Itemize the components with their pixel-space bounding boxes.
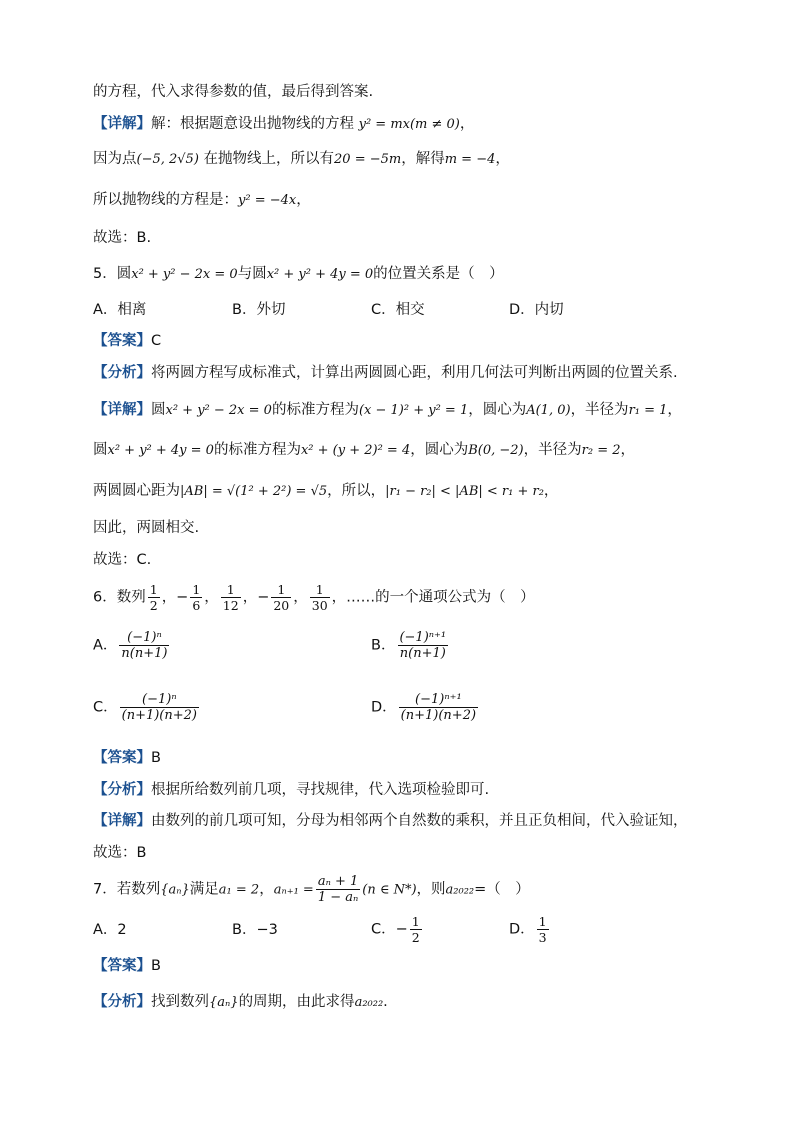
option-a	[93, 630, 171, 661]
option-d: D．内切	[509, 302, 564, 318]
fraction	[316, 874, 360, 905]
text: 满足	[189, 881, 219, 898]
math-expression: (−5, 2√5)	[136, 152, 199, 167]
option-label: D．	[509, 921, 535, 938]
option-a: A．相离	[93, 302, 147, 318]
math-expression: x² + y² − 2x = 0	[131, 267, 238, 282]
analysis-tag: 【分析】	[93, 782, 151, 798]
text: 两圆圆心距为	[93, 483, 180, 499]
denominator: n(n+1)	[399, 646, 446, 661]
text-line: 的方程，代入求得参数的值，最后得到答案.	[93, 84, 374, 100]
denominator: 12	[222, 598, 239, 613]
text: .	[383, 994, 388, 1010]
text-line: 因此，两圆相交.	[93, 520, 200, 536]
numerator: (−1)ⁿ⁺¹	[399, 630, 447, 645]
option-c: C．相交	[371, 302, 425, 318]
option-label: B．	[371, 637, 396, 654]
math-expression: (n ∈ N*)	[362, 882, 417, 898]
text-line: 故选：C.	[93, 552, 152, 568]
denominator: (n+1)(n+2)	[121, 708, 197, 723]
fraction	[120, 692, 199, 723]
numerator: 1	[226, 582, 235, 597]
text: 将两圆方程写成标准式，计算出两圆圆心距，利用几何法可判断出两圆的位置关系.	[151, 365, 678, 381]
analysis-line	[93, 363, 678, 383]
fraction	[310, 582, 330, 613]
text-line	[93, 481, 558, 502]
text: ，圆心为	[410, 442, 469, 458]
math-expression: x² + (y + 2)² = 4	[300, 443, 411, 458]
text: ，解得	[401, 151, 445, 167]
option-label: C．	[93, 699, 118, 716]
text: ，	[667, 402, 682, 418]
analysis-line	[93, 780, 489, 800]
text: 由数列的前几项可知，分母为相邻两个自然数的乘积，并且正负相间，代入验证知，	[151, 813, 688, 829]
text: 解：根据题意设出抛物线的方程	[151, 116, 354, 132]
denominator: 30	[311, 598, 328, 613]
text: ，则	[416, 881, 446, 898]
math-expression: x² + y² − 2x = 0	[165, 403, 272, 418]
question-5	[93, 264, 504, 285]
option-c	[371, 914, 424, 945]
math-expression: aₙ₊₁ =	[273, 882, 314, 898]
text: 所以抛物线的方程是：	[93, 192, 238, 208]
denominator: 2	[411, 930, 420, 945]
text: 在抛物线上，所以有	[203, 151, 335, 167]
numerator: (−1)ⁿ⁺¹	[415, 692, 462, 707]
text: 圆	[151, 402, 166, 418]
fraction	[271, 582, 291, 613]
answer-value: B	[151, 750, 161, 766]
detail-tag: 【详解】	[93, 813, 151, 829]
math-expression: a₂₀₂₂	[445, 882, 475, 898]
math-expression: a₁ = 2	[218, 882, 260, 898]
option-label: C．−	[371, 921, 408, 938]
text: ，圆心为	[468, 402, 527, 418]
numerator: 1	[315, 582, 324, 597]
text-line: 故选：B	[93, 845, 147, 861]
numerator: aₙ + 1	[317, 874, 359, 889]
text: ，半径为	[570, 402, 629, 418]
text: 的周期，由此求得	[238, 994, 355, 1010]
analysis-tag: 【分析】	[93, 994, 151, 1010]
text: ，−	[161, 589, 189, 606]
answer-value: B	[151, 958, 161, 974]
question-number: 6．数列	[93, 589, 146, 606]
option-b	[371, 630, 450, 661]
question-number: 5．圆	[93, 266, 132, 282]
text: 找到数列	[151, 994, 209, 1010]
denominator: 20	[273, 598, 290, 613]
detail-line	[93, 400, 682, 421]
fraction	[397, 630, 448, 661]
numerator: 1	[149, 582, 158, 597]
denominator: 1 − aₙ	[317, 890, 359, 905]
question-6	[93, 582, 535, 613]
math-expression: a₂₀₂₂	[354, 995, 384, 1010]
answer-tag: 【答案】	[93, 958, 151, 974]
math-expression: (x − 1)² + y² = 1	[358, 403, 469, 418]
math-expression: {aₙ}	[209, 995, 239, 1010]
numerator: (−1)ⁿ	[127, 630, 162, 645]
math-expression: 20 = −5m	[334, 152, 402, 167]
detail-tag: 【详解】	[93, 402, 151, 418]
option-d	[371, 692, 480, 723]
fraction	[148, 582, 160, 613]
text: 的标准方程为	[213, 442, 301, 458]
text: ，	[204, 589, 219, 606]
text: ，半径为	[523, 442, 582, 458]
denominator: n(n+1)	[121, 646, 168, 661]
text-line	[93, 149, 510, 170]
text: 的位置关系是（ ）	[373, 266, 504, 282]
option-label: A．	[93, 637, 118, 654]
text: 与圆	[237, 266, 267, 282]
text: 的标准方程为	[271, 402, 359, 418]
denominator: 3	[538, 930, 547, 945]
option-d	[509, 914, 551, 945]
answer-line	[93, 956, 161, 976]
text-line	[93, 190, 311, 211]
detail-tag: 【详解】	[93, 116, 151, 132]
option-c	[93, 692, 201, 723]
text: ，	[296, 192, 311, 208]
numerator: 1	[538, 914, 547, 929]
math-expression: A(1, 0)	[526, 403, 571, 418]
text: ，……的一个通项公式为（ ）	[331, 589, 535, 606]
analysis-tag: 【分析】	[93, 365, 151, 381]
answer-line	[93, 331, 161, 351]
analysis-line	[93, 992, 388, 1013]
question-7	[93, 874, 530, 906]
numerator: (−1)ⁿ	[142, 692, 177, 707]
text: ，	[620, 442, 635, 458]
answer-line	[93, 748, 161, 768]
option-a: A．2	[93, 922, 127, 938]
fraction	[399, 692, 478, 723]
text: =（ ）	[474, 881, 530, 898]
text: ，	[459, 116, 475, 132]
fraction	[410, 914, 422, 945]
answer-value: C	[151, 333, 162, 349]
math-expression: m = −4	[444, 152, 496, 167]
option-label: D．	[371, 699, 397, 716]
fraction	[119, 630, 169, 661]
math-expression: |AB| = √(1² + 2²) = √5	[180, 484, 328, 499]
math-expression: {aₙ}	[160, 882, 190, 898]
fraction	[221, 582, 241, 613]
text: 因为点	[93, 151, 137, 167]
math-expression: x² + y² + 4y = 0	[107, 443, 214, 458]
text-line	[93, 440, 635, 461]
denominator: 6	[192, 598, 201, 613]
math-expression: r₁ = 1	[628, 403, 668, 418]
text: 圆	[93, 442, 108, 458]
text: ，−	[242, 589, 270, 606]
answer-tag: 【答案】	[93, 333, 151, 349]
text-line: 故选：B.	[93, 230, 152, 246]
text: ，	[543, 483, 559, 499]
answer-tag: 【答案】	[93, 750, 151, 766]
fraction	[537, 914, 549, 945]
question-number: 7．若数列	[93, 881, 161, 898]
math-expression: x² + y² + 4y = 0	[266, 267, 374, 282]
numerator: 1	[192, 582, 201, 597]
math-expression: y² = mx(m ≠ 0)	[358, 117, 460, 132]
denominator: (n+1)(n+2)	[400, 708, 477, 723]
denominator: 2	[149, 598, 158, 613]
math-expression: B(0, −2)	[468, 443, 524, 458]
math-expression: |r₁ − r₂| < |AB| < r₁ + r₂	[385, 484, 544, 499]
numerator: 1	[411, 914, 420, 929]
text: ，	[293, 589, 308, 606]
option-b: B．−3	[232, 922, 278, 938]
numerator: 1	[277, 582, 286, 597]
option-b: B．外切	[232, 302, 286, 318]
fraction	[190, 582, 202, 613]
text: ，	[259, 881, 274, 898]
math-expression: r₂ = 2	[581, 443, 621, 458]
text: 根据所给数列前几项，寻找规律，代入选项检验即可.	[151, 782, 490, 798]
detail-line	[93, 114, 474, 135]
text: ，所以，	[327, 483, 386, 499]
detail-line	[93, 811, 688, 831]
text: ，	[495, 151, 510, 167]
math-expression: y² = −4x	[238, 193, 297, 208]
